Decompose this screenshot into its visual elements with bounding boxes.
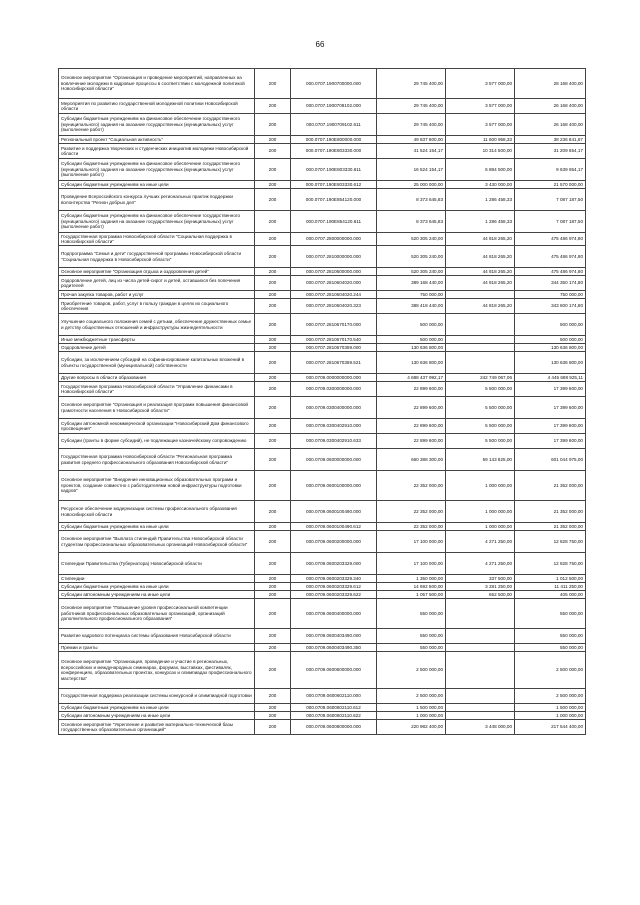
row-kbk: 000.0709.0600200000.000	[291, 531, 377, 553]
table-row	[59, 352, 586, 374]
row-result: 475 486 974,80	[515, 233, 586, 246]
row-kbk: 000.0709.0600203329.340	[291, 575, 377, 583]
row-change: 242 749 067,06	[446, 374, 515, 382]
row-kbk: 000.0709.0300400000.000	[291, 397, 377, 419]
row-name: Субсидии, за исключением субсидий на софинансирование капитальных вложений в объекты государственной (муниципальной) собственности	[59, 352, 255, 374]
row-change: 10 314 500,00	[446, 144, 515, 159]
row-kbk: 000.0709.0600403490.350	[291, 644, 377, 652]
table-row	[59, 397, 586, 419]
row-total: 8 373 645,83	[377, 189, 446, 211]
row-result: 31 209 654,17	[515, 144, 586, 159]
row-result: 21 352 000,00	[515, 471, 586, 501]
row-result: 550 000,00	[515, 629, 586, 644]
row-code: 200	[255, 276, 291, 291]
row-name: Мероприятия по развитию государственной молодежной политики Новосибирской области	[59, 99, 255, 114]
row-code: 200	[255, 629, 291, 644]
table-row	[59, 114, 586, 136]
row-kbk: 000.0709.0000000000.000	[291, 374, 377, 382]
row-result: 9 639 654,17	[515, 159, 586, 181]
row-kbk: 000.0707.190E803330.611	[291, 159, 377, 181]
row-total: 22 899 600,00	[377, 434, 446, 449]
row-change: 652 500,00	[446, 591, 515, 599]
row-kbk: 000.0709.0600602110.622	[291, 712, 377, 720]
row-result: 550 000,00	[515, 644, 586, 652]
row-kbk: 000.0709.0600602110.612	[291, 704, 377, 712]
row-total: 550 000,00	[377, 599, 446, 629]
row-total: 1 500 000,00	[377, 704, 446, 712]
row-kbk: 000.0709.0600600000.000	[291, 652, 377, 689]
row-change: 3 577 000,00	[446, 99, 515, 114]
row-kbk: 000.0709.0600403490.000	[291, 629, 377, 644]
row-kbk: 000.0707.190E803330.612	[291, 181, 377, 189]
row-kbk: 000.0707.2810000000.000	[291, 246, 377, 268]
row-name: Субсидии автономной некоммерческой организации "Новосибирский Дом финансового просвещения"	[59, 419, 255, 434]
page-number: 66	[315, 40, 325, 49]
row-name: Иные межбюджетные трансферты	[59, 336, 255, 344]
row-name: Субсидии автономным учреждениям на иные цели	[59, 591, 255, 599]
row-kbk: 000.0707.1900709102.000	[291, 99, 377, 114]
row-change: 44 818 265,20	[446, 276, 515, 291]
row-result: 475 486 974,80	[515, 268, 586, 276]
row-total: 500 000,00	[377, 336, 446, 344]
row-name: Государственная программа Новосибирской области "Социальная поддержка в Новосибирской области"	[59, 233, 255, 246]
row-name: Улучшение социального положения семей с детьми, обеспечение дружественных семье и детству общественных отношений и инфраструктуры жизнедеятельности	[59, 314, 255, 336]
row-code: 200	[255, 69, 291, 99]
row-change: 3 281 250,00	[446, 583, 515, 591]
row-name: Субсидии бюджетным учреждениям на финансовое обеспечение государственного (муниципального) задания на оказание государственных (муниципальных) услуг (выполнение работ)	[59, 159, 255, 181]
row-total: 41 524 154,17	[377, 144, 446, 159]
row-code: 200	[255, 189, 291, 211]
row-name: Развитие и поддержка творческих и студенческих инициатив молодежи Новосибирской области	[59, 144, 255, 159]
row-result: 21 352 000,00	[515, 501, 586, 523]
row-code: 200	[255, 336, 291, 344]
row-change: 6 884 500,00	[446, 159, 515, 181]
row-name: Развитие кадрового потенциала системы образования Новосибирской области	[59, 629, 255, 644]
table-row	[59, 299, 586, 314]
row-change: 3 430 000,00	[446, 181, 515, 189]
row-change: 5 500 000,00	[446, 419, 515, 434]
table-row	[59, 336, 586, 344]
row-total: 17 100 000,00	[377, 531, 446, 553]
table-row	[59, 531, 586, 553]
row-total: 22 352 000,00	[377, 501, 446, 523]
row-code: 200	[255, 136, 291, 144]
row-name: Субсидии бюджетным учреждениям на иные цели	[59, 523, 255, 531]
row-total: 22 899 600,00	[377, 382, 446, 397]
row-result: 17 399 600,00	[515, 382, 586, 397]
row-total: 29 745 400,00	[377, 99, 446, 114]
row-name: Субсидии бюджетным учреждениям на финансовое обеспечение государственного (муниципального) задания на оказание государственных (муниципальных) услуг (выполнение работ)	[59, 211, 255, 233]
row-code: 200	[255, 211, 291, 233]
row-name: Государственная программа Новосибирской области "Управление финансами в Новосибирской области"	[59, 382, 255, 397]
row-name: Проведение Всероссийского конкурса лучших региональных практик поддержки волонтерства "Регион добрых дел"	[59, 189, 255, 211]
row-kbk: 000.0707.2810670359.000	[291, 344, 377, 352]
row-change: 44 818 265,20	[446, 299, 515, 314]
row-change: 11 600 958,33	[446, 136, 515, 144]
row-result: 1 000 000,00	[515, 712, 586, 720]
row-result: 11 411 250,00	[515, 583, 586, 591]
table-row	[59, 720, 586, 735]
row-name: Прочая закупка товаров, работ и услуг	[59, 291, 255, 299]
row-result: 26 168 400,00	[515, 114, 586, 136]
row-total: 550 000,00	[377, 629, 446, 644]
table-row	[59, 523, 586, 531]
row-code: 200	[255, 99, 291, 114]
row-result: 130 636 800,00	[515, 344, 586, 352]
row-kbk: 000.0707.190E854120.000	[291, 189, 377, 211]
row-kbk: 000.0707.1900700000.000	[291, 69, 377, 99]
row-name: Основное мероприятие "Организация, проведение и участие в региональных, всероссийских и международных семинарах, форумах, выставках, фестивалях, конференциях, образовательных проектах, конкурсах и олимпиадах профессионального мастерства"	[59, 652, 255, 689]
row-code: 200	[255, 159, 291, 181]
row-name: Государственная программа Новосибирской области "Региональная программа развития среднего профессионального образования Новосибирской области"	[59, 449, 255, 471]
row-total: 388 418 440,00	[377, 299, 446, 314]
row-kbk: 000.0707.2810600000.000	[291, 268, 377, 276]
row-change: 59 143 825,00	[446, 449, 515, 471]
row-name: Оздоровление детей	[59, 344, 255, 352]
row-result: 344 350 174,80	[515, 276, 586, 291]
row-name: Подпрограмма "Семья и дети" государственной программы Новосибирской области "Социальная поддержка в Новосибирской области"	[59, 246, 255, 268]
row-name: Субсидии автономным учреждениям на иные цели	[59, 712, 255, 720]
row-change: 1 000 000,00	[446, 471, 515, 501]
row-name: Субсидии бюджетным учреждениям на иные цели	[59, 583, 255, 591]
row-kbk: 000.0709.0600100490.612	[291, 523, 377, 531]
row-kbk: 000.0709.0600203329.622	[291, 591, 377, 599]
table-row	[59, 181, 586, 189]
row-result: 17 399 600,00	[515, 419, 586, 434]
row-kbk: 000.0709.0600602110.000	[291, 689, 377, 704]
row-change: 3 448 000,00	[446, 720, 515, 735]
row-code: 200	[255, 591, 291, 599]
row-total: 8 373 645,83	[377, 211, 446, 233]
row-name: Премии и гранты	[59, 644, 255, 652]
table-row	[59, 276, 586, 291]
table-row	[59, 268, 586, 276]
row-total: 22 899 600,00	[377, 397, 446, 419]
row-change: 5 500 000,00	[446, 382, 515, 397]
row-name: Субсидии бюджетным учреждениям на иные цели	[59, 181, 255, 189]
row-name: Субсидии (гранты в форме субсидий), не подлежащие казначейскому сопровождению	[59, 434, 255, 449]
row-name: Основное мероприятие "Выплата стипендий Правительства Новосибирской области студентам профессиональных образовательных организаций Новосибирской области"	[59, 531, 255, 553]
table-row	[59, 449, 586, 471]
row-total: 29 745 400,00	[377, 114, 446, 136]
row-total: 130 636 800,00	[377, 352, 446, 374]
row-code: 200	[255, 344, 291, 352]
row-total: 2 500 000,00	[377, 689, 446, 704]
row-change: 1 286 458,33	[446, 189, 515, 211]
row-code: 200	[255, 712, 291, 720]
row-total: 22 899 600,00	[377, 419, 446, 434]
row-result: 17 399 600,00	[515, 434, 586, 449]
row-change	[446, 689, 515, 704]
row-code: 200	[255, 233, 291, 246]
row-total: 1 057 500,00	[377, 591, 446, 599]
row-code: 200	[255, 501, 291, 523]
row-change: 44 818 265,20	[446, 233, 515, 246]
row-change	[446, 599, 515, 629]
row-code: 200	[255, 246, 291, 268]
row-total: 49 837 800,00	[377, 136, 446, 144]
row-code: 200	[255, 291, 291, 299]
row-code: 200	[255, 382, 291, 397]
row-code: 200	[255, 575, 291, 583]
row-total: 220 982 400,00	[377, 720, 446, 735]
row-kbk: 000.0709.0600400000.000	[291, 599, 377, 629]
row-result: 12 828 750,00	[515, 531, 586, 553]
row-name: Ресурсное обеспечение модернизации системы профессионального образования Новосибирской области	[59, 501, 255, 523]
row-change: 1 000 000,00	[446, 501, 515, 523]
table-row	[59, 644, 586, 652]
row-code: 200	[255, 449, 291, 471]
row-name: Основное мероприятие "Организация и реализация программ повышения финансовой грамотности населения в Новосибирской области"	[59, 397, 255, 419]
row-result: 500 000,00	[515, 314, 586, 336]
row-kbk: 000.0707.2810670170.000	[291, 314, 377, 336]
row-code: 200	[255, 114, 291, 136]
row-code: 200	[255, 144, 291, 159]
table-row	[59, 136, 586, 144]
row-name: Основное мероприятие "Организация отдыха и оздоровления детей"	[59, 268, 255, 276]
row-kbk: 000.0709.0600100000.000	[291, 471, 377, 501]
table-row	[59, 591, 586, 599]
row-kbk: 000.0707.2810670359.521	[291, 352, 377, 374]
row-name: Субсидии бюджетным учреждениям на иные цели	[59, 704, 255, 712]
row-code: 200	[255, 720, 291, 735]
table-row	[59, 689, 586, 704]
row-code: 200	[255, 652, 291, 689]
row-result: 500 000,00	[515, 336, 586, 344]
row-result: 130 636 800,00	[515, 352, 586, 374]
row-kbk: 000.0709.0600203329.000	[291, 553, 377, 575]
row-change: 337 500,00	[446, 575, 515, 583]
row-total: 22 352 000,00	[377, 523, 446, 531]
row-name: Региональный проект "Социальная активность"	[59, 136, 255, 144]
row-total: 16 524 154,17	[377, 159, 446, 181]
row-kbk: 000.0707.2810604020.244	[291, 291, 377, 299]
row-change: 5 500 000,00	[446, 434, 515, 449]
row-name: Основное мероприятие "Укрепление и развитие материально-технической базы государственных образовательных организаций"	[59, 720, 255, 735]
row-total: 1 000 000,00	[377, 712, 446, 720]
row-result: 1 012 500,00	[515, 575, 586, 583]
row-code: 200	[255, 374, 291, 382]
row-kbk: 000.0709.0600000000.000	[291, 449, 377, 471]
row-kbk: 000.0709.0300000000.000	[291, 382, 377, 397]
row-name: Основное мероприятие "Организация и проведение мероприятий, направленных на вовлечение молодежи в кадровые процессы в соответствии с молодежной политикой Новосибирской области"	[59, 69, 255, 99]
row-name: Стипендии Правительства (Губернатора) Новосибирской области	[59, 553, 255, 575]
row-kbk: 000.0707.1900709102.611	[291, 114, 377, 136]
row-result: 7 087 187,50	[515, 189, 586, 211]
row-result: 21 570 000,00	[515, 181, 586, 189]
row-total: 130 636 800,00	[377, 344, 446, 352]
row-total: 14 692 500,00	[377, 583, 446, 591]
row-code: 200	[255, 397, 291, 419]
row-change	[446, 291, 515, 299]
row-result: 17 399 600,00	[515, 397, 586, 419]
table-row	[59, 629, 586, 644]
row-total: 520 305 240,00	[377, 268, 446, 276]
row-change	[446, 644, 515, 652]
row-change	[446, 336, 515, 344]
row-name: Государственная поддержка реализации системы конкурсной и олимпиадной подготовки	[59, 689, 255, 704]
row-name: Стипендии	[59, 575, 255, 583]
row-total: 389 168 440,00	[377, 276, 446, 291]
row-code: 200	[255, 181, 291, 189]
table-row	[59, 599, 586, 629]
row-code: 200	[255, 553, 291, 575]
row-kbk: 000.0707.2810604020.323	[291, 299, 377, 314]
table-row	[59, 382, 586, 397]
table-row	[59, 344, 586, 352]
row-result: 2 500 000,00	[515, 689, 586, 704]
row-change	[446, 344, 515, 352]
table-row	[59, 704, 586, 712]
row-change: 3 577 000,00	[446, 114, 515, 136]
row-result: 1 500 000,00	[515, 704, 586, 712]
row-code: 200	[255, 314, 291, 336]
table-row	[59, 246, 586, 268]
row-total: 750 000,00	[377, 291, 446, 299]
row-change	[446, 629, 515, 644]
row-change	[446, 712, 515, 720]
table-row	[59, 419, 586, 434]
row-total: 17 100 000,00	[377, 553, 446, 575]
row-code: 200	[255, 644, 291, 652]
row-kbk: 000.0709.0600100490.000	[291, 501, 377, 523]
row-change: 44 818 265,20	[446, 268, 515, 276]
table-row	[59, 99, 586, 114]
row-result: 28 168 400,00	[515, 69, 586, 99]
table-row	[59, 434, 586, 449]
row-kbk: 000.0707.2800000000.000	[291, 233, 377, 246]
row-result: 750 000,00	[515, 291, 586, 299]
table-row	[59, 291, 586, 299]
row-code: 200	[255, 583, 291, 591]
table-row	[59, 575, 586, 583]
row-result: 2 500 000,00	[515, 652, 586, 689]
row-kbk: 000.0707.190E803330.000	[291, 144, 377, 159]
table-row	[59, 69, 586, 99]
row-kbk: 000.0709.0300402910.000	[291, 419, 377, 434]
row-kbk: 000.0707.190E800000.000	[291, 136, 377, 144]
row-kbk: 000.0707.2810670170.540	[291, 336, 377, 344]
row-code: 200	[255, 523, 291, 531]
row-total: 4 688 437 992,17	[377, 374, 446, 382]
table-row	[59, 553, 586, 575]
row-change	[446, 352, 515, 374]
table-row	[59, 144, 586, 159]
row-kbk: 000.0709.0600203329.612	[291, 583, 377, 591]
row-result: 343 600 174,80	[515, 299, 586, 314]
row-name: Основное мероприятие "Повышение уровня профессиональной компетенции работников профессиональных образовательных организаций, организаций дополнительного профессионального образования"	[59, 599, 255, 629]
row-result: 7 087 187,50	[515, 211, 586, 233]
row-total: 520 305 240,00	[377, 246, 446, 268]
row-result: 21 352 000,00	[515, 523, 586, 531]
row-result: 405 000,00	[515, 591, 586, 599]
row-code: 200	[255, 419, 291, 434]
row-result: 217 544 400,00	[515, 720, 586, 735]
row-total: 29 745 400,00	[377, 69, 446, 99]
table-row	[59, 712, 586, 720]
table-row	[59, 501, 586, 523]
row-change: 1 000 000,00	[446, 523, 515, 531]
row-code: 200	[255, 531, 291, 553]
row-total: 25 000 000,00	[377, 181, 446, 189]
row-kbk: 000.0707.190E854120.611	[291, 211, 377, 233]
row-code: 200	[255, 471, 291, 501]
row-total: 2 500 000,00	[377, 652, 446, 689]
row-result: 601 044 975,00	[515, 449, 586, 471]
row-name: Другие вопросы в области образования	[59, 374, 255, 382]
table-row	[59, 189, 586, 211]
row-name: Основное мероприятие "Внедрение инновационных образовательных программ и проектов, создание совместно с работодателями новой инфраструктуры подготовки кадров"	[59, 471, 255, 501]
budget-table	[58, 68, 586, 735]
row-change: 5 500 000,00	[446, 397, 515, 419]
table-row	[59, 583, 586, 591]
row-kbk: 000.0707.2810604020.000	[291, 276, 377, 291]
table-row	[59, 159, 586, 181]
row-kbk: 000.0709.0600800000.000	[291, 720, 377, 735]
row-total: 550 000,00	[377, 644, 446, 652]
row-total: 500 000,00	[377, 314, 446, 336]
row-change: 1 286 458,33	[446, 211, 515, 233]
row-change: 4 271 250,00	[446, 531, 515, 553]
table-row	[59, 233, 586, 246]
row-change	[446, 704, 515, 712]
table-row	[59, 314, 586, 336]
table-row	[59, 471, 586, 501]
budget-table-body	[59, 69, 586, 735]
row-total: 1 350 000,00	[377, 575, 446, 583]
row-result: 550 000,00	[515, 599, 586, 629]
row-name: Оздоровление детей, лиц из числа детей-сирот и детей, оставшихся без попечения родителей	[59, 276, 255, 291]
row-code: 200	[255, 704, 291, 712]
row-total: 660 388 300,00	[377, 449, 446, 471]
row-result: 38 236 841,67	[515, 136, 586, 144]
row-change	[446, 314, 515, 336]
row-change: 44 818 265,20	[446, 246, 515, 268]
row-result: 26 168 400,00	[515, 99, 586, 114]
row-total: 520 305 240,00	[377, 233, 446, 246]
row-change: 3 577 000,00	[446, 69, 515, 99]
row-kbk: 000.0709.0300402910.633	[291, 434, 377, 449]
row-code: 200	[255, 599, 291, 629]
row-code: 200	[255, 268, 291, 276]
table-row	[59, 211, 586, 233]
row-result: 12 828 750,00	[515, 553, 586, 575]
table-row	[59, 374, 586, 382]
row-change: 4 271 250,00	[446, 553, 515, 575]
row-code: 200	[255, 352, 291, 374]
row-code: 200	[255, 434, 291, 449]
row-change	[446, 652, 515, 689]
table-row	[59, 652, 586, 689]
row-name: Приобретение товаров, работ, услуг в пользу граждан в целях их социального обеспечения	[59, 299, 255, 314]
row-result: 4 445 688 925,11	[515, 374, 586, 382]
row-code: 200	[255, 299, 291, 314]
row-code: 200	[255, 689, 291, 704]
row-total: 22 352 000,00	[377, 471, 446, 501]
row-result: 475 486 974,80	[515, 246, 586, 268]
row-name: Субсидии бюджетным учреждениям на финансовое обеспечение государственного (муниципального) задания на оказание государственных (муниципальных) услуг (выполнение работ)	[59, 114, 255, 136]
